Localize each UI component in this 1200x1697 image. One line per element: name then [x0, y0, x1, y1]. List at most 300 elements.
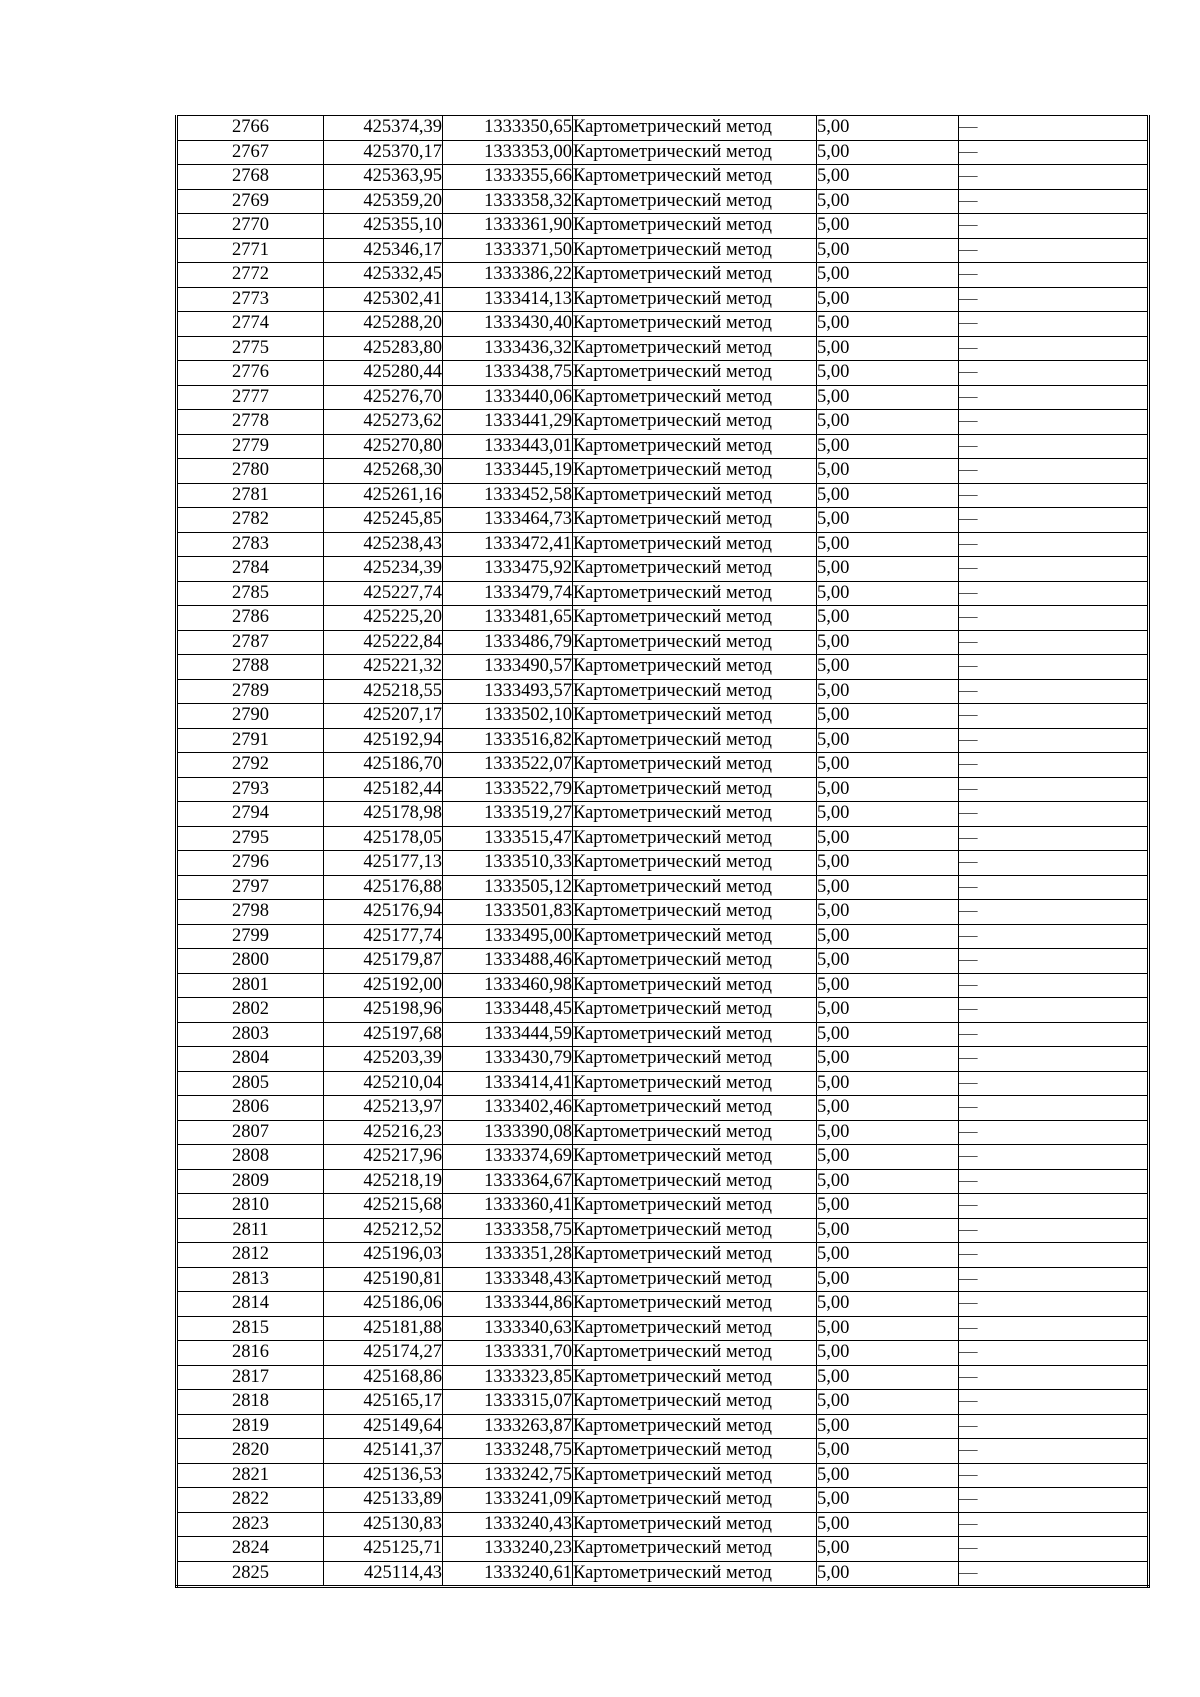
- x-coordinate-cell: 425276,70: [324, 385, 443, 410]
- method-cell: Картометрический метод: [573, 1194, 817, 1219]
- precision-cell: 5,00: [817, 508, 959, 533]
- precision-cell: 5,00: [817, 655, 959, 680]
- method-cell: Картометрический метод: [573, 949, 817, 974]
- x-coordinate-cell: 425370,17: [324, 140, 443, 165]
- point-number-cell: 2786: [177, 606, 324, 631]
- method-cell: Картометрический метод: [573, 140, 817, 165]
- x-coordinate-cell: 425374,39: [324, 116, 443, 141]
- y-coordinate-cell: 1333522,79: [443, 777, 573, 802]
- x-coordinate-cell: 425218,19: [324, 1169, 443, 1194]
- y-coordinate-cell: 1333361,90: [443, 214, 573, 239]
- table-row: [177, 1169, 1149, 1194]
- y-coordinate-cell: 1333460,98: [443, 973, 573, 998]
- y-coordinate-cell: 1333430,79: [443, 1047, 573, 1072]
- point-number-cell: 2770: [177, 214, 324, 239]
- precision-cell: 5,00: [817, 679, 959, 704]
- y-coordinate-cell: 1333505,12: [443, 875, 573, 900]
- point-number-cell: 2783: [177, 532, 324, 557]
- note-cell: —: [959, 875, 1149, 900]
- x-coordinate-cell: 425192,94: [324, 728, 443, 753]
- note-cell: —: [959, 924, 1149, 949]
- precision-cell: 5,00: [817, 287, 959, 312]
- note-cell: —: [959, 1561, 1149, 1587]
- precision-cell: 5,00: [817, 483, 959, 508]
- table-row: [177, 1561, 1149, 1587]
- precision-cell: 5,00: [817, 1267, 959, 1292]
- y-coordinate-cell: 1333445,19: [443, 459, 573, 484]
- note-cell: —: [959, 1537, 1149, 1562]
- precision-cell: 5,00: [817, 900, 959, 925]
- point-number-cell: 2806: [177, 1096, 324, 1121]
- method-cell: Картометрический метод: [573, 1145, 817, 1170]
- method-cell: Картометрический метод: [573, 606, 817, 631]
- precision-cell: 5,00: [817, 1218, 959, 1243]
- table-row: [177, 655, 1149, 680]
- point-number-cell: 2814: [177, 1292, 324, 1317]
- precision-cell: 5,00: [817, 385, 959, 410]
- y-coordinate-cell: 1333501,83: [443, 900, 573, 925]
- y-coordinate-cell: 1333515,47: [443, 826, 573, 851]
- precision-cell: 5,00: [817, 165, 959, 190]
- table-row: [177, 679, 1149, 704]
- precision-cell: 5,00: [817, 704, 959, 729]
- method-cell: Картометрический метод: [573, 1390, 817, 1415]
- x-coordinate-cell: 425182,44: [324, 777, 443, 802]
- y-coordinate-cell: 1333448,45: [443, 998, 573, 1023]
- point-number-cell: 2809: [177, 1169, 324, 1194]
- table-row: [177, 238, 1149, 263]
- table-row: [177, 581, 1149, 606]
- x-coordinate-cell: 425133,89: [324, 1488, 443, 1513]
- precision-cell: 5,00: [817, 1488, 959, 1513]
- method-cell: Картометрический метод: [573, 1537, 817, 1562]
- table-row: [177, 361, 1149, 386]
- point-number-cell: 2805: [177, 1071, 324, 1096]
- y-coordinate-cell: 1333440,06: [443, 385, 573, 410]
- method-cell: Картометрический метод: [573, 1096, 817, 1121]
- method-cell: Картометрический метод: [573, 777, 817, 802]
- note-cell: —: [959, 1463, 1149, 1488]
- point-number-cell: 2825: [177, 1561, 324, 1587]
- x-coordinate-cell: 425207,17: [324, 704, 443, 729]
- point-number-cell: 2778: [177, 410, 324, 435]
- method-cell: Картометрический метод: [573, 1292, 817, 1317]
- precision-cell: 5,00: [817, 1096, 959, 1121]
- method-cell: Картометрический метод: [573, 851, 817, 876]
- precision-cell: 5,00: [817, 1243, 959, 1268]
- y-coordinate-cell: 1333386,22: [443, 263, 573, 288]
- point-number-cell: 2775: [177, 336, 324, 361]
- y-coordinate-cell: 1333240,61: [443, 1561, 573, 1587]
- point-number-cell: 2818: [177, 1390, 324, 1415]
- table-row: [177, 606, 1149, 631]
- point-number-cell: 2780: [177, 459, 324, 484]
- x-coordinate-cell: 425181,88: [324, 1316, 443, 1341]
- table-row: [177, 1537, 1149, 1562]
- x-coordinate-cell: 425283,80: [324, 336, 443, 361]
- point-number-cell: 2810: [177, 1194, 324, 1219]
- table-row: [177, 532, 1149, 557]
- x-coordinate-cell: 425217,96: [324, 1145, 443, 1170]
- table-row: [177, 973, 1149, 998]
- point-number-cell: 2801: [177, 973, 324, 998]
- table-row: [177, 508, 1149, 533]
- note-cell: —: [959, 802, 1149, 827]
- method-cell: Картометрический метод: [573, 1120, 817, 1145]
- precision-cell: 5,00: [817, 753, 959, 778]
- point-number-cell: 2784: [177, 557, 324, 582]
- y-coordinate-cell: 1333475,92: [443, 557, 573, 582]
- y-coordinate-cell: 1333522,07: [443, 753, 573, 778]
- x-coordinate-cell: 425210,04: [324, 1071, 443, 1096]
- x-coordinate-cell: 425198,96: [324, 998, 443, 1023]
- y-coordinate-cell: 1333481,65: [443, 606, 573, 631]
- x-coordinate-cell: 425245,85: [324, 508, 443, 533]
- x-coordinate-cell: 425149,64: [324, 1414, 443, 1439]
- x-coordinate-cell: 425225,20: [324, 606, 443, 631]
- precision-cell: 5,00: [817, 1047, 959, 1072]
- point-number-cell: 2823: [177, 1512, 324, 1537]
- note-cell: —: [959, 1292, 1149, 1317]
- point-number-cell: 2769: [177, 189, 324, 214]
- method-cell: Картометрический метод: [573, 483, 817, 508]
- note-cell: —: [959, 753, 1149, 778]
- point-number-cell: 2799: [177, 924, 324, 949]
- x-coordinate-cell: 425125,71: [324, 1537, 443, 1562]
- y-coordinate-cell: 1333358,32: [443, 189, 573, 214]
- note-cell: —: [959, 973, 1149, 998]
- note-cell: —: [959, 312, 1149, 337]
- table-row: [177, 1145, 1149, 1170]
- precision-cell: 5,00: [817, 1341, 959, 1366]
- y-coordinate-cell: 1333240,23: [443, 1537, 573, 1562]
- y-coordinate-cell: 1333430,40: [443, 312, 573, 337]
- note-cell: —: [959, 949, 1149, 974]
- y-coordinate-cell: 1333315,07: [443, 1390, 573, 1415]
- table-row: [177, 1341, 1149, 1366]
- method-cell: Картометрический метод: [573, 581, 817, 606]
- coordinates-table: [175, 115, 1150, 1588]
- note-cell: —: [959, 214, 1149, 239]
- precision-cell: 5,00: [817, 728, 959, 753]
- table-row: [177, 336, 1149, 361]
- method-cell: Картометрический метод: [573, 630, 817, 655]
- method-cell: Картометрический метод: [573, 1243, 817, 1268]
- note-cell: —: [959, 410, 1149, 435]
- x-coordinate-cell: 425190,81: [324, 1267, 443, 1292]
- x-coordinate-cell: 425332,45: [324, 263, 443, 288]
- point-number-cell: 2802: [177, 998, 324, 1023]
- precision-cell: 5,00: [817, 826, 959, 851]
- y-coordinate-cell: 1333241,09: [443, 1488, 573, 1513]
- method-cell: Картометрический метод: [573, 508, 817, 533]
- point-number-cell: 2779: [177, 434, 324, 459]
- method-cell: Картометрический метод: [573, 1414, 817, 1439]
- y-coordinate-cell: 1333248,75: [443, 1439, 573, 1464]
- method-cell: Картометрический метод: [573, 361, 817, 386]
- precision-cell: 5,00: [817, 998, 959, 1023]
- precision-cell: 5,00: [817, 802, 959, 827]
- note-cell: —: [959, 140, 1149, 165]
- x-coordinate-cell: 425176,88: [324, 875, 443, 900]
- note-cell: —: [959, 287, 1149, 312]
- x-coordinate-cell: 425192,00: [324, 973, 443, 998]
- x-coordinate-cell: 425227,74: [324, 581, 443, 606]
- note-cell: —: [959, 1390, 1149, 1415]
- y-coordinate-cell: 1333364,67: [443, 1169, 573, 1194]
- precision-cell: 5,00: [817, 875, 959, 900]
- x-coordinate-cell: 425203,39: [324, 1047, 443, 1072]
- y-coordinate-cell: 1333374,69: [443, 1145, 573, 1170]
- note-cell: —: [959, 189, 1149, 214]
- method-cell: Картометрический метод: [573, 434, 817, 459]
- note-cell: —: [959, 630, 1149, 655]
- method-cell: Картометрический метод: [573, 1071, 817, 1096]
- table-row: [177, 630, 1149, 655]
- method-cell: Картометрический метод: [573, 679, 817, 704]
- table-row: [177, 1267, 1149, 1292]
- method-cell: Картометрический метод: [573, 1463, 817, 1488]
- table-row: [177, 1439, 1149, 1464]
- x-coordinate-cell: 425302,41: [324, 287, 443, 312]
- y-coordinate-cell: 1333351,28: [443, 1243, 573, 1268]
- note-cell: —: [959, 1341, 1149, 1366]
- table-row: [177, 1120, 1149, 1145]
- method-cell: Картометрический метод: [573, 557, 817, 582]
- note-cell: —: [959, 116, 1149, 141]
- coordinates-table-body: [177, 116, 1149, 1587]
- table-row: [177, 1194, 1149, 1219]
- y-coordinate-cell: 1333464,73: [443, 508, 573, 533]
- y-coordinate-cell: 1333441,29: [443, 410, 573, 435]
- point-number-cell: 2785: [177, 581, 324, 606]
- note-cell: —: [959, 1096, 1149, 1121]
- table-row: [177, 826, 1149, 851]
- precision-cell: 5,00: [817, 410, 959, 435]
- precision-cell: 5,00: [817, 1292, 959, 1317]
- precision-cell: 5,00: [817, 434, 959, 459]
- method-cell: Картометрический метод: [573, 875, 817, 900]
- method-cell: Картометрический метод: [573, 532, 817, 557]
- table-row: [177, 557, 1149, 582]
- note-cell: —: [959, 655, 1149, 680]
- point-number-cell: 2821: [177, 1463, 324, 1488]
- precision-cell: 5,00: [817, 973, 959, 998]
- note-cell: —: [959, 900, 1149, 925]
- table-row: [177, 385, 1149, 410]
- point-number-cell: 2794: [177, 802, 324, 827]
- x-coordinate-cell: 425270,80: [324, 434, 443, 459]
- note-cell: —: [959, 998, 1149, 1023]
- point-number-cell: 2803: [177, 1022, 324, 1047]
- table-row: [177, 777, 1149, 802]
- table-row: [177, 998, 1149, 1023]
- point-number-cell: 2807: [177, 1120, 324, 1145]
- table-row: [177, 1218, 1149, 1243]
- y-coordinate-cell: 1333495,00: [443, 924, 573, 949]
- x-coordinate-cell: 425168,86: [324, 1365, 443, 1390]
- table-row: [177, 753, 1149, 778]
- table-row: [177, 1390, 1149, 1415]
- x-coordinate-cell: 425165,17: [324, 1390, 443, 1415]
- x-coordinate-cell: 425288,20: [324, 312, 443, 337]
- x-coordinate-cell: 425176,94: [324, 900, 443, 925]
- point-number-cell: 2800: [177, 949, 324, 974]
- note-cell: —: [959, 532, 1149, 557]
- precision-cell: 5,00: [817, 924, 959, 949]
- method-cell: Картометрический метод: [573, 728, 817, 753]
- note-cell: —: [959, 606, 1149, 631]
- precision-cell: 5,00: [817, 1365, 959, 1390]
- y-coordinate-cell: 1333323,85: [443, 1365, 573, 1390]
- note-cell: —: [959, 1145, 1149, 1170]
- x-coordinate-cell: 425216,23: [324, 1120, 443, 1145]
- point-number-cell: 2787: [177, 630, 324, 655]
- point-number-cell: 2791: [177, 728, 324, 753]
- method-cell: Картометрический метод: [573, 165, 817, 190]
- precision-cell: 5,00: [817, 581, 959, 606]
- note-cell: —: [959, 1512, 1149, 1537]
- note-cell: —: [959, 508, 1149, 533]
- y-coordinate-cell: 1333263,87: [443, 1414, 573, 1439]
- note-cell: —: [959, 557, 1149, 582]
- y-coordinate-cell: 1333242,75: [443, 1463, 573, 1488]
- precision-cell: 5,00: [817, 361, 959, 386]
- x-coordinate-cell: 425130,83: [324, 1512, 443, 1537]
- point-number-cell: 2793: [177, 777, 324, 802]
- y-coordinate-cell: 1333488,46: [443, 949, 573, 974]
- method-cell: Картометрический метод: [573, 263, 817, 288]
- y-coordinate-cell: 1333479,74: [443, 581, 573, 606]
- y-coordinate-cell: 1333502,10: [443, 704, 573, 729]
- method-cell: Картометрический метод: [573, 459, 817, 484]
- y-coordinate-cell: 1333360,41: [443, 1194, 573, 1219]
- x-coordinate-cell: 425238,43: [324, 532, 443, 557]
- x-coordinate-cell: 425186,06: [324, 1292, 443, 1317]
- note-cell: —: [959, 361, 1149, 386]
- precision-cell: 5,00: [817, 1071, 959, 1096]
- precision-cell: 5,00: [817, 1561, 959, 1587]
- method-cell: Картометрический метод: [573, 1439, 817, 1464]
- note-cell: —: [959, 1243, 1149, 1268]
- y-coordinate-cell: 1333510,33: [443, 851, 573, 876]
- note-cell: —: [959, 704, 1149, 729]
- precision-cell: 5,00: [817, 312, 959, 337]
- note-cell: —: [959, 1194, 1149, 1219]
- point-number-cell: 2824: [177, 1537, 324, 1562]
- point-number-cell: 2773: [177, 287, 324, 312]
- table-row: [177, 1047, 1149, 1072]
- method-cell: Картометрический метод: [573, 655, 817, 680]
- note-cell: —: [959, 434, 1149, 459]
- table-row: [177, 410, 1149, 435]
- note-cell: —: [959, 679, 1149, 704]
- precision-cell: 5,00: [817, 1120, 959, 1145]
- method-cell: Картометрический метод: [573, 385, 817, 410]
- x-coordinate-cell: 425141,37: [324, 1439, 443, 1464]
- note-cell: —: [959, 1120, 1149, 1145]
- x-coordinate-cell: 425197,68: [324, 1022, 443, 1047]
- note-cell: —: [959, 1047, 1149, 1072]
- note-cell: —: [959, 1488, 1149, 1513]
- method-cell: Картометрический метод: [573, 1218, 817, 1243]
- point-number-cell: 2819: [177, 1414, 324, 1439]
- x-coordinate-cell: 425177,74: [324, 924, 443, 949]
- y-coordinate-cell: 1333493,57: [443, 679, 573, 704]
- y-coordinate-cell: 1333348,43: [443, 1267, 573, 1292]
- point-number-cell: 2813: [177, 1267, 324, 1292]
- y-coordinate-cell: 1333390,08: [443, 1120, 573, 1145]
- note-cell: —: [959, 851, 1149, 876]
- table-row: [177, 483, 1149, 508]
- method-cell: Картометрический метод: [573, 410, 817, 435]
- table-row: [177, 802, 1149, 827]
- precision-cell: 5,00: [817, 1145, 959, 1170]
- table-row: [177, 875, 1149, 900]
- point-number-cell: 2812: [177, 1243, 324, 1268]
- point-number-cell: 2782: [177, 508, 324, 533]
- point-number-cell: 2789: [177, 679, 324, 704]
- table-row: [177, 312, 1149, 337]
- x-coordinate-cell: 425222,84: [324, 630, 443, 655]
- point-number-cell: 2792: [177, 753, 324, 778]
- method-cell: Картометрический метод: [573, 1169, 817, 1194]
- point-number-cell: 2822: [177, 1488, 324, 1513]
- x-coordinate-cell: 425221,32: [324, 655, 443, 680]
- point-number-cell: 2777: [177, 385, 324, 410]
- x-coordinate-cell: 425136,53: [324, 1463, 443, 1488]
- method-cell: Картометрический метод: [573, 1316, 817, 1341]
- note-cell: —: [959, 1414, 1149, 1439]
- y-coordinate-cell: 1333355,66: [443, 165, 573, 190]
- note-cell: —: [959, 728, 1149, 753]
- point-number-cell: 2816: [177, 1341, 324, 1366]
- y-coordinate-cell: 1333443,01: [443, 434, 573, 459]
- note-cell: —: [959, 1267, 1149, 1292]
- method-cell: Картометрический метод: [573, 1365, 817, 1390]
- method-cell: Картометрический метод: [573, 924, 817, 949]
- table-row: [177, 1022, 1149, 1047]
- precision-cell: 5,00: [817, 336, 959, 361]
- point-number-cell: 2817: [177, 1365, 324, 1390]
- table-row: [177, 1243, 1149, 1268]
- x-coordinate-cell: 425268,30: [324, 459, 443, 484]
- method-cell: Картометрический метод: [573, 704, 817, 729]
- note-cell: —: [959, 483, 1149, 508]
- y-coordinate-cell: 1333350,65: [443, 116, 573, 141]
- y-coordinate-cell: 1333371,50: [443, 238, 573, 263]
- x-coordinate-cell: 425196,03: [324, 1243, 443, 1268]
- method-cell: Картометрический метод: [573, 1341, 817, 1366]
- precision-cell: 5,00: [817, 1316, 959, 1341]
- precision-cell: 5,00: [817, 1022, 959, 1047]
- x-coordinate-cell: 425359,20: [324, 189, 443, 214]
- y-coordinate-cell: 1333486,79: [443, 630, 573, 655]
- point-number-cell: 2820: [177, 1439, 324, 1464]
- precision-cell: 5,00: [817, 459, 959, 484]
- y-coordinate-cell: 1333402,46: [443, 1096, 573, 1121]
- method-cell: Картометрический метод: [573, 753, 817, 778]
- note-cell: —: [959, 238, 1149, 263]
- note-cell: —: [959, 1169, 1149, 1194]
- y-coordinate-cell: 1333519,27: [443, 802, 573, 827]
- y-coordinate-cell: 1333353,00: [443, 140, 573, 165]
- point-number-cell: 2771: [177, 238, 324, 263]
- point-number-cell: 2804: [177, 1047, 324, 1072]
- table-row: [177, 263, 1149, 288]
- table-row: [177, 1488, 1149, 1513]
- point-number-cell: 2815: [177, 1316, 324, 1341]
